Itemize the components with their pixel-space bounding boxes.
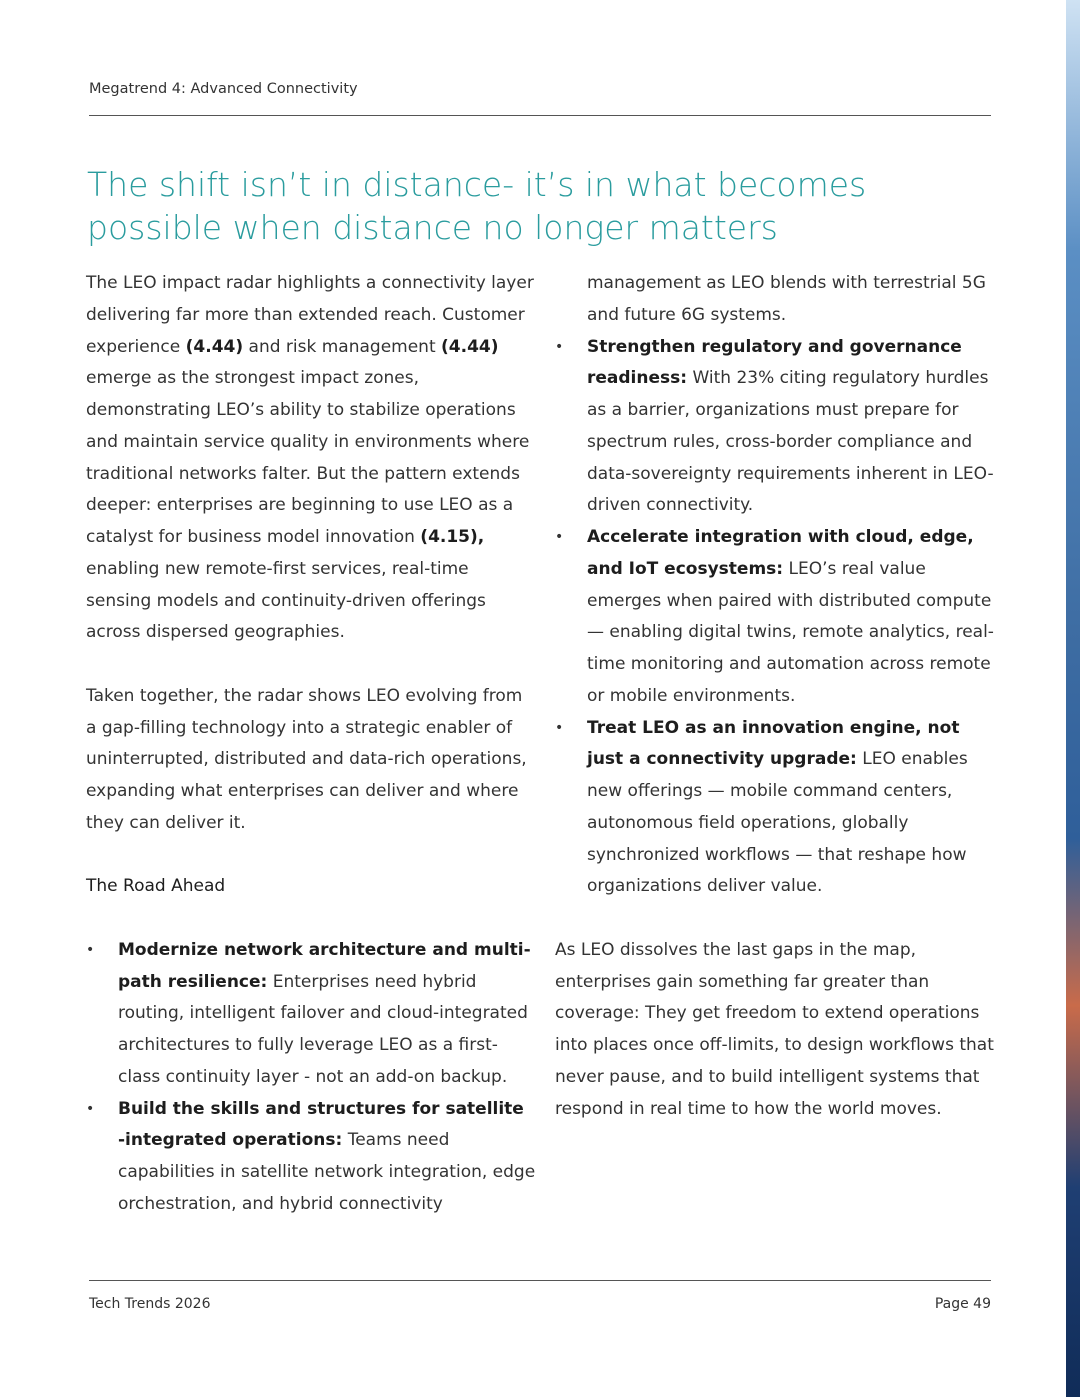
page-headline: The shift isn’t in distance- it’s in what becomes possible when distance no longer matters xyxy=(87,165,867,247)
footer-publication-title: Tech Trends 2026 xyxy=(89,1296,211,1312)
bullet-icon: • xyxy=(555,529,564,545)
list-item: • Accelerate integration with cloud, edge, and IoT ecosystems: LEO’s real value emerges when paired with distributed compute — enabling digital twins, remote analytics, real-time monitoring and automation across remote or mobile environments. xyxy=(555,522,995,713)
bullet-icon: • xyxy=(555,719,564,736)
closing-paragraph: As LEO dissolves the last gaps in the map, enterprises gain something far greater than coverage: They get freedom to extend operations into places once off-limits, to design workflows that never pause, and to build intelligent systems that respond in real time to how the world moves. xyxy=(555,939,994,1119)
section-subheading: The Road Ahead xyxy=(86,876,226,897)
list-item: • Treat LEO as an innovation engine, not just a connectivity upgrade: LEO enables new offerings — mobile command centers, autonomous field operations, globally synchronized workflows — that reshape how organizations deliver value. xyxy=(555,713,995,904)
list-item: • Build the skills and structures for satellite -integrated operations: Teams need capabilities in satellite network integration, edge orchestration, and hybrid connectivity xyxy=(86,1094,536,1221)
recommendations-list-right xyxy=(555,332,995,904)
bullet-icon: • xyxy=(86,941,95,958)
left-column xyxy=(86,268,536,1221)
list-continuation: management as LEO blends with terrestrial 5G and future 6G systems. xyxy=(587,273,986,325)
decorative-side-strip xyxy=(1066,0,1080,1397)
intro-paragraph: The LEO impact radar highlights a connectivity layer delivering far more than extended reach. Customer experience (4.44) and risk management (4.44) emerge as the strongest impact zones, demonstrating LEO’s ability to stabilize operations and maintain service quality in environments where traditional networks falter. But the pattern extends deeper: enterprises are beginning to use LEO as a catalyst for business model innovation (4.15), enabling new remote-first services, real-time sensing models and continuity-driven offerings across dispersed geographies. xyxy=(86,273,534,643)
score-business-model-innovation: (4.15), xyxy=(420,527,485,547)
right-column xyxy=(555,268,995,1125)
score-risk-management: (4.44) xyxy=(441,336,499,357)
page-number: Page 49 xyxy=(934,1296,991,1312)
list-item: • Strengthen regulatory and governance readiness: With 23% citing regulatory hurdles as a barrier, organizations must prepare for spectrum rules, cross-border compliance and data-sovereignty requirements inherent in LEO-driven connectivity. xyxy=(555,332,995,523)
header-divider xyxy=(89,115,991,116)
score-customer-experience: (4.44) xyxy=(185,336,244,357)
bullet-icon: • xyxy=(86,1100,95,1117)
list-item: • Modernize network architecture and multi-path resilience: Enterprises need hybrid routing, intelligent failover and cloud-integrated architectures to fully leverage LEO as a first-class continuity layer - not an add-on backup. xyxy=(86,935,536,1094)
running-header: Megatrend 4: Advanced Connectivity xyxy=(89,81,358,97)
recommendations-list-left xyxy=(86,935,536,1221)
footer-divider xyxy=(89,1280,991,1281)
summary-paragraph: Taken together, the radar shows LEO evolving from a gap-filling technology into a strategic enabler of uninterrupted, distributed and data-rich operations, expanding what enterprises can deliver and where they can deliver it. xyxy=(86,685,527,833)
bullet-icon: • xyxy=(555,338,564,355)
